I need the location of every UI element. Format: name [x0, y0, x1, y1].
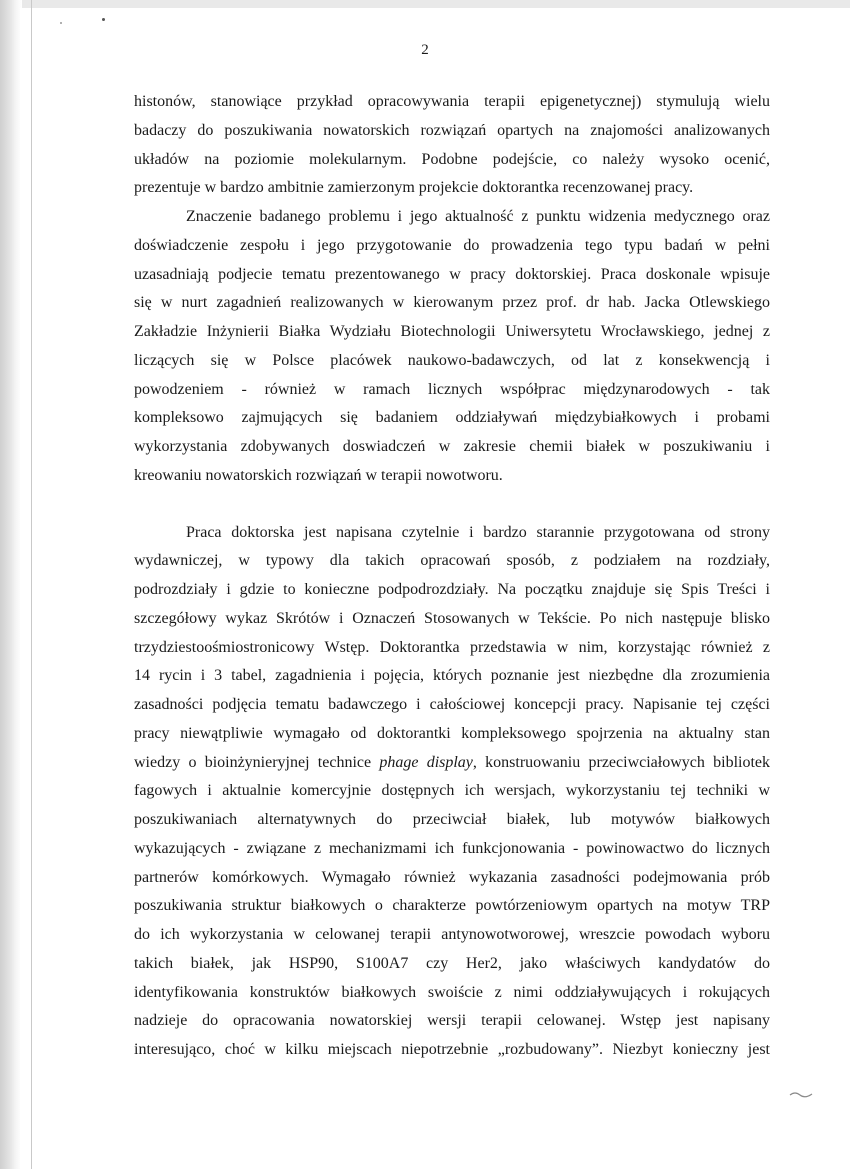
text-line: powodzeniem - również w ramach licznych współprac międzynarodowych - tak [134, 380, 770, 398]
text-line: poszukiwaniach alternatywnych do przeciwciał białek, lub motywów białkowych [134, 811, 770, 828]
text-line: nadzieje do opracowania nowatorskiej wersji terapii celowanej. Wstęp jest napisany [134, 1012, 770, 1030]
text-line: prezentuje w bardzo ambitnie zamierzonym projekcie doktorantka recenzowanej pracy. [134, 179, 694, 197]
text-line: poszukiwania struktur białkowych o charakterze powtórzeniowym opartych na motyw TRP [134, 897, 770, 915]
text-segment: , konstruowaniu przeciwciałowych bibliotek [472, 753, 770, 771]
text-line: do ich wykorzystania w celowanej terapii antynowotworowej, wreszcie powodach wyboru [134, 926, 770, 943]
scan-speck [60, 22, 62, 24]
text-line: kompleksowo zajmujących się badaniem oddziaływań międzybiałkowych i probami [134, 409, 770, 427]
text-line: partnerów komórkowych. Wymagało również wykazania zasadności podejmowania prób [134, 868, 770, 886]
text-line: takich białek, jak HSP90, S100A7 czy Her2, jako właściwych kandydatów do [134, 954, 770, 972]
text-segment: wiedzy o bioinżynieryjnej technice [134, 753, 372, 771]
scan-mark [789, 1088, 813, 1100]
paragraph-start-line: Praca doktorska jest napisana czytelnie i bardzo starannie przygotowana od strony [186, 523, 770, 541]
paragraph-start-line: Znaczenie badanego problemu i jego aktualność z punktu widzenia medycznego oraz [186, 208, 770, 225]
paragraph-gap [134, 491, 770, 519]
text-line: Zakładzie Inżynierii Białka Wydziału Biotechnologii Uniwersytetu Wrocławskiego, jednej z [134, 323, 770, 340]
text-line: wykorzystania zdobywanych doswiadczeń w zakresie chemii białek w poszukiwaniu i [134, 438, 770, 455]
text-line: pracy niewątpliwie wymagało od doktorantki kompleksowego spojrzenia na aktualny stan [134, 724, 770, 742]
text-line: szczegółowy wykaz Skrótów i Oznaczeń Stosowanych w Tekście. Po nich następuje blisko [134, 609, 770, 627]
text-line: identyfikowania konstruktów białkowych swoiście z nimi oddziaływujących i rokujących [134, 983, 770, 1001]
text-line: podrozdziały i gdzie to konieczne podpodrozdziały. Na początku znajduje się Spis Treści i [134, 581, 770, 598]
text-line: uzasadniają podjecie tematu prezentowanego w pracy doktorskiej. Praca doskonale wpisuje [134, 265, 770, 283]
text-line-with-italic [134, 749, 770, 778]
text-line: zasadności podjęcia tematu badawczego i całościowej koncepcji pracy. Napisanie tej części [134, 696, 770, 713]
scan-left-edge [0, 0, 22, 1169]
text-line: badaczy do poszukiwania nowatorskich rozwiązań opartych na znajomości analizowanych [134, 121, 770, 139]
text-line: się w nurt zagadnień realizowanych w kierowanym przez prof. dr hab. Jacka Otlewskiego [134, 294, 770, 312]
text-line: 14 rycin i 3 tabel, zagadnienia i pojęcia, których poznanie jest niezbędne dla zrozumienia [134, 667, 770, 685]
document-body [134, 88, 770, 1065]
text-line: wydawniczej, w typowy dla takich opracowań sposób, z podziałem na rozdziały, [134, 552, 770, 570]
text-line: kreowaniu nowatorskich rozwiązań w terapii nowotworu. [134, 466, 503, 484]
text-line: trzydziestoośmiostronicowy Wstęp. Doktorantka przedstawia w nim, korzystając również z [134, 638, 770, 656]
text-line: fagowych i aktualnie komercyjnie dostępnych ich wersjach, wykorzystaniu tej techniki w [134, 782, 770, 800]
text-line: układów na poziomie molekularnym. Podobne podejście, co należy wysoko ocenić, [134, 150, 770, 168]
page-number: 2 [421, 42, 429, 58]
text-line: doświadczenie zespołu i jego przygotowanie do prowadzenia tego typu badań w pełni [134, 236, 770, 254]
text-line: liczących się w Polsce placówek naukowo-badawczych, od lat z konsekwencją i [134, 351, 770, 369]
text-line: histonów, stanowiące przykład opracowywania terapii epigenetycznej) stymulują wielu [134, 93, 770, 110]
italic-term: phage display [379, 753, 473, 771]
text-line: interesująco, choć w kilku miejscach niepotrzebnie „rozbudowany”. Niezbyt konieczny jest [134, 1041, 770, 1058]
scan-speck [102, 18, 105, 21]
text-line: wykazujących - związane z mechanizmami ich funkcjonowania - powinowactwo do licznych [134, 839, 770, 857]
scan-margin-line [31, 0, 32, 1169]
